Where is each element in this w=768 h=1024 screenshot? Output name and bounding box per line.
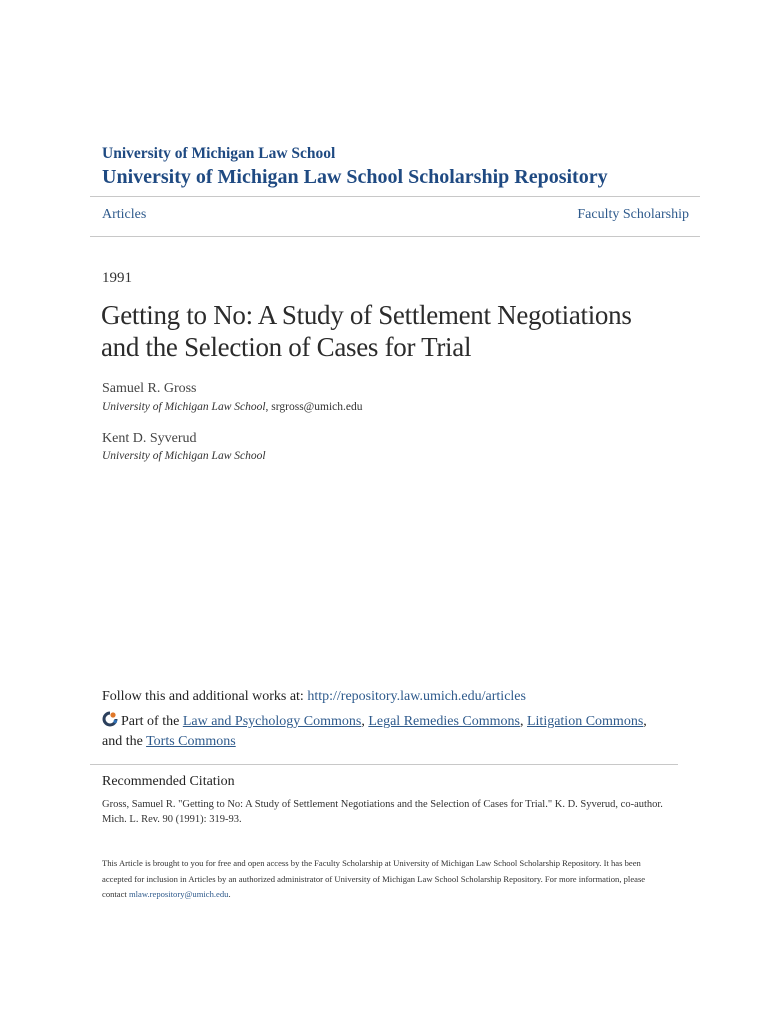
title-line-1: Getting to No: A Study of Settlement Negotiations bbox=[101, 300, 632, 330]
access-notice bbox=[102, 856, 672, 903]
part-of-commons bbox=[102, 711, 662, 752]
breadcrumb-nav bbox=[102, 207, 689, 223]
citation-text: Gross, Samuel R. "Getting to No: A Study of Settlement Negotiations and the Selection of Cases for Trial." K. D. Syverud, co-author. Mich. L. Rev. 90 (1991): 319-93. bbox=[102, 799, 663, 825]
citation-heading: Recommended Citation bbox=[102, 774, 235, 789]
author-name-1: Samuel R. Gross bbox=[102, 381, 197, 396]
author-affiliation-1 bbox=[102, 401, 363, 413]
author-name-2: Kent D. Syverud bbox=[102, 431, 197, 446]
institution-link[interactable]: University of Michigan Law School bbox=[102, 145, 336, 162]
torts-commons-link[interactable]: Torts Commons bbox=[146, 734, 236, 749]
notice-text: This Article is brought to you for free and open access by the Faculty Scholarship at University of Michigan Law School Scholarship Repository. It has been accepted for inclusion in Articles by an authorized administrator of University of Michigan Law School Scholarship Repository. For more information, please contact bbox=[102, 858, 646, 899]
commons-network-icon bbox=[102, 711, 118, 727]
repository-url-link[interactable]: http://repository.law.umich.edu/articles bbox=[307, 689, 526, 704]
title-line-2: and the Selection of Cases for Trial bbox=[101, 332, 472, 362]
article-title bbox=[101, 299, 701, 363]
follow-text: Follow this and additional works at: bbox=[102, 689, 308, 704]
affiliation-text: University of Michigan Law School bbox=[102, 450, 266, 462]
affiliation-text: University of Michigan Law School bbox=[102, 401, 266, 413]
litigation-commons-link[interactable]: Litigation Commons bbox=[526, 714, 644, 729]
author-affiliation-2 bbox=[102, 450, 266, 462]
law-psychology-commons-link[interactable]: Law and Psychology Commons bbox=[182, 714, 362, 729]
top-divider bbox=[90, 196, 700, 197]
follow-line bbox=[102, 689, 702, 705]
separator: , bbox=[519, 714, 527, 729]
contact-email-link[interactable]: mlaw.repository@umich.edu bbox=[128, 889, 229, 899]
publication-year: 1991 bbox=[102, 270, 132, 286]
repository-header bbox=[102, 145, 702, 190]
repository-link[interactable]: University of Michigan Law School Scholarship Repository bbox=[102, 166, 608, 188]
author-email: , srgross@umich.edu bbox=[265, 401, 363, 413]
partof-prefix: Part of the bbox=[121, 714, 183, 729]
legal-remedies-commons-link[interactable]: Legal Remedies Commons bbox=[368, 714, 520, 729]
citation-divider bbox=[90, 764, 678, 765]
nav-divider bbox=[90, 236, 700, 237]
and-the-text: , and the bbox=[102, 714, 647, 749]
separator: , bbox=[361, 714, 369, 729]
faculty-scholarship-link[interactable]: Faculty Scholarship bbox=[577, 207, 689, 222]
articles-link[interactable]: Articles bbox=[102, 207, 147, 222]
notice-end: . bbox=[228, 889, 231, 899]
